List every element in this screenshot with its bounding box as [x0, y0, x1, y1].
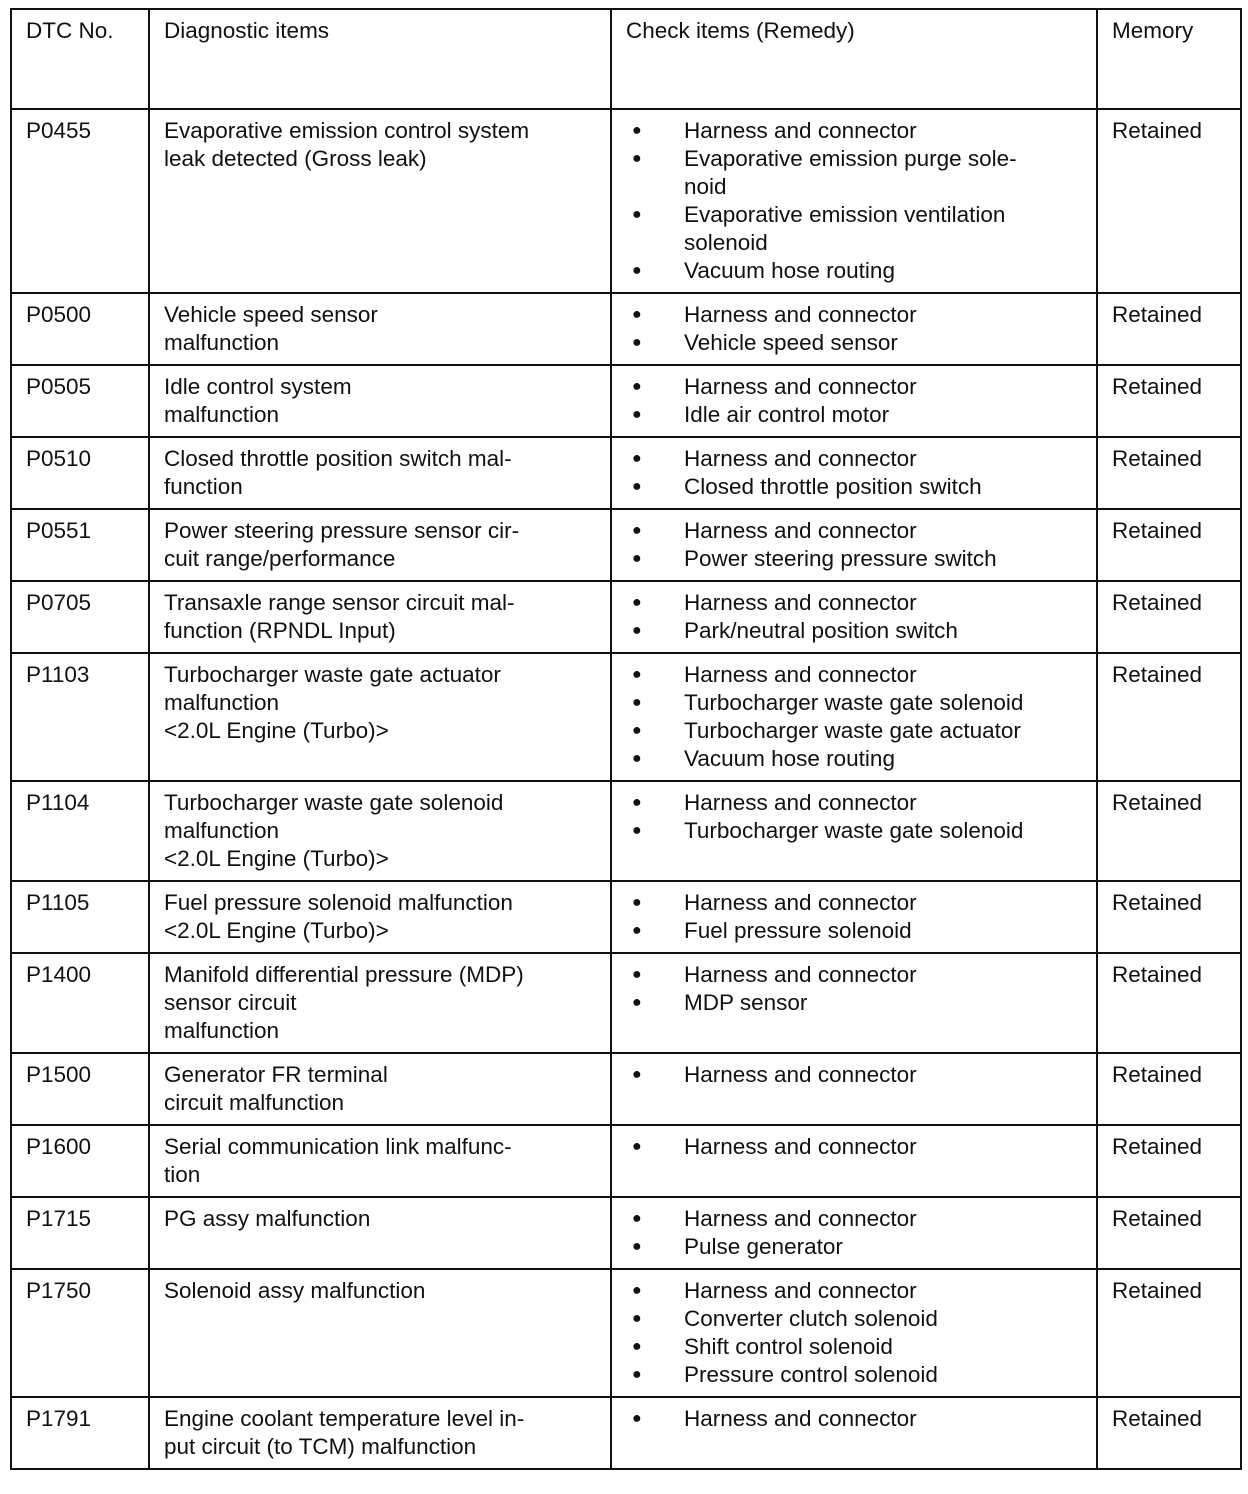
check-item-text: Harness and connector	[684, 890, 917, 915]
memory-status: Retained	[1097, 1269, 1241, 1397]
bullet-icon: ●	[632, 594, 642, 611]
memory-status: Retained	[1097, 365, 1241, 437]
dtc-code: P1104	[11, 781, 149, 881]
check-item-text: Shift control solenoid	[684, 1334, 893, 1359]
check-item-text: Harness and connector	[684, 1134, 917, 1159]
check-items-cell	[611, 1269, 1097, 1397]
check-items-cell	[611, 437, 1097, 509]
bullet-icon: ●	[632, 406, 642, 423]
check-item	[626, 117, 1084, 145]
bullet-icon: ●	[632, 722, 642, 739]
memory-status: Retained	[1097, 581, 1241, 653]
check-item	[626, 257, 1084, 285]
diagnostic-item: Manifold differential pressure (MDP) sensor circuit malfunction	[149, 953, 611, 1053]
bullet-icon: ●	[632, 1310, 642, 1327]
check-items-list	[626, 373, 1084, 429]
check-item-text: Vacuum hose routing	[684, 258, 895, 283]
diagnostic-item: PG assy malfunction	[149, 1197, 611, 1269]
table-row	[11, 581, 1241, 653]
dtc-code: P0705	[11, 581, 149, 653]
check-item	[626, 201, 1084, 257]
check-item-text: MDP sensor	[684, 990, 808, 1015]
dtc-code: P0510	[11, 437, 149, 509]
bullet-icon: ●	[632, 550, 642, 567]
check-item-text: Idle air control motor	[684, 402, 890, 427]
check-item	[626, 889, 1084, 917]
check-item	[626, 789, 1084, 817]
check-items-cell	[611, 653, 1097, 781]
check-item	[626, 301, 1084, 329]
check-item	[626, 745, 1084, 773]
bullet-icon: ●	[632, 522, 642, 539]
bullet-icon: ●	[632, 206, 642, 223]
dtc-code: P1500	[11, 1053, 149, 1125]
bullet-icon: ●	[632, 1210, 642, 1227]
check-item-text: Fuel pressure solenoid	[684, 918, 912, 943]
bullet-icon: ●	[632, 1282, 642, 1299]
bullet-icon: ●	[632, 750, 642, 767]
check-items-cell	[611, 365, 1097, 437]
dtc-code: P1600	[11, 1125, 149, 1197]
check-item	[626, 373, 1084, 401]
diagnostic-item: Power steering pressure sensor cir- cuit range/performance	[149, 509, 611, 581]
check-items-cell	[611, 293, 1097, 365]
bullet-icon: ●	[632, 894, 642, 911]
diagnostic-item: Generator FR terminal circuit malfunction	[149, 1053, 611, 1125]
memory-status: Retained	[1097, 653, 1241, 781]
check-item-text: Turbocharger waste gate solenoid	[684, 818, 1024, 843]
check-item-text: Harness and connector	[684, 1406, 917, 1431]
check-item	[626, 917, 1084, 945]
check-item	[626, 1333, 1084, 1361]
check-items-list	[626, 589, 1084, 645]
bullet-icon: ●	[632, 922, 642, 939]
dtc-code: P1400	[11, 953, 149, 1053]
bullet-icon: ●	[632, 334, 642, 351]
memory-status: Retained	[1097, 1053, 1241, 1125]
check-item-text: Turbocharger waste gate solenoid	[684, 690, 1024, 715]
bullet-icon: ●	[632, 1066, 642, 1083]
table-row	[11, 1053, 1241, 1125]
diagnostic-item: Serial communication link malfunc- tion	[149, 1125, 611, 1197]
check-item	[626, 689, 1084, 717]
check-items-cell	[611, 109, 1097, 293]
table-row	[11, 1125, 1241, 1197]
check-item-text: Harness and connector	[684, 662, 917, 687]
check-items-list	[626, 1133, 1084, 1161]
check-item	[626, 817, 1084, 845]
check-items-list	[626, 889, 1084, 945]
bullet-icon: ●	[632, 1338, 642, 1355]
check-items-list	[626, 961, 1084, 1017]
check-item-text: Harness and connector	[684, 590, 917, 615]
bullet-icon: ●	[632, 262, 642, 279]
check-items-cell	[611, 509, 1097, 581]
memory-status: Retained	[1097, 509, 1241, 581]
memory-status: Retained	[1097, 1397, 1241, 1469]
memory-status: Retained	[1097, 293, 1241, 365]
table-row	[11, 1197, 1241, 1269]
diagnostic-item: Transaxle range sensor circuit mal- function (RPNDL Input)	[149, 581, 611, 653]
check-item	[626, 473, 1084, 501]
check-item-text: Converter clutch solenoid	[684, 1306, 938, 1331]
check-items-list	[626, 301, 1084, 357]
table-row	[11, 1397, 1241, 1469]
check-items-list	[626, 1277, 1084, 1389]
check-items-cell	[611, 1197, 1097, 1269]
bullet-icon: ●	[632, 694, 642, 711]
check-items-list	[626, 789, 1084, 845]
memory-status: Retained	[1097, 781, 1241, 881]
check-item-text: Vehicle speed sensor	[684, 330, 898, 355]
check-item	[626, 1205, 1084, 1233]
check-item-text: Evaporative emission purge sole- noid	[684, 146, 1017, 199]
check-item	[626, 661, 1084, 689]
check-item-text: Harness and connector	[684, 790, 917, 815]
check-item-text: Closed throttle position switch	[684, 474, 982, 499]
diagnostic-item: Idle control system malfunction	[149, 365, 611, 437]
check-item-text: Turbocharger waste gate actuator	[684, 718, 1021, 743]
header-row	[11, 9, 1241, 109]
diagnostic-item: Engine coolant temperature level in- put circuit (to TCM) malfunction	[149, 1397, 611, 1469]
bullet-icon: ●	[632, 1238, 642, 1255]
dtc-code: P0455	[11, 109, 149, 293]
bullet-icon: ●	[632, 450, 642, 467]
check-item	[626, 717, 1084, 745]
check-items-cell	[611, 881, 1097, 953]
check-item	[626, 145, 1084, 201]
bullet-icon: ●	[632, 622, 642, 639]
bullet-icon: ●	[632, 794, 642, 811]
bullet-icon: ●	[632, 666, 642, 683]
table-row	[11, 1269, 1241, 1397]
table-row	[11, 293, 1241, 365]
check-item-text: Harness and connector	[684, 518, 917, 543]
check-item	[626, 329, 1084, 357]
dtc-table	[10, 8, 1242, 1470]
diagnostic-item: Closed throttle position switch mal- function	[149, 437, 611, 509]
check-item	[626, 1133, 1084, 1161]
diagnostic-item: Fuel pressure solenoid malfunction <2.0L Engine (Turbo)>	[149, 881, 611, 953]
check-item-text: Park/neutral position switch	[684, 618, 958, 643]
bullet-icon: ●	[632, 306, 642, 323]
memory-status: Retained	[1097, 881, 1241, 953]
header-dtc-no: DTC No.	[11, 9, 149, 109]
header-diagnostic-items: Diagnostic items	[149, 9, 611, 109]
check-item-text: Pressure control solenoid	[684, 1362, 938, 1387]
memory-status: Retained	[1097, 109, 1241, 293]
check-item	[626, 589, 1084, 617]
dtc-code: P1791	[11, 1397, 149, 1469]
bullet-icon: ●	[632, 966, 642, 983]
check-item-text: Harness and connector	[684, 1278, 917, 1303]
check-items-list	[626, 661, 1084, 773]
table-row	[11, 109, 1241, 293]
memory-status: Retained	[1097, 953, 1241, 1053]
check-item	[626, 961, 1084, 989]
check-item-text: Harness and connector	[684, 446, 917, 471]
bullet-icon: ●	[632, 994, 642, 1011]
dtc-code: P1105	[11, 881, 149, 953]
check-item	[626, 989, 1084, 1017]
dtc-code: P0505	[11, 365, 149, 437]
check-items-cell	[611, 953, 1097, 1053]
bullet-icon: ●	[632, 150, 642, 167]
check-item	[626, 445, 1084, 473]
check-item-text: Vacuum hose routing	[684, 746, 895, 771]
check-item-text: Harness and connector	[684, 302, 917, 327]
check-items-list	[626, 117, 1084, 285]
check-item	[626, 517, 1084, 545]
bullet-icon: ●	[632, 378, 642, 395]
check-item	[626, 1361, 1084, 1389]
check-item	[626, 1277, 1084, 1305]
check-items-list	[626, 517, 1084, 573]
check-items-cell	[611, 1397, 1097, 1469]
diagnostic-item: Turbocharger waste gate actuator malfunction <2.0L Engine (Turbo)>	[149, 653, 611, 781]
header-check-items: Check items (Remedy)	[611, 9, 1097, 109]
bullet-icon: ●	[632, 478, 642, 495]
diagnostic-item: Solenoid assy malfunction	[149, 1269, 611, 1397]
memory-status: Retained	[1097, 437, 1241, 509]
check-item-text: Harness and connector	[684, 962, 917, 987]
check-items-cell	[611, 581, 1097, 653]
table-row	[11, 781, 1241, 881]
check-item-text: Harness and connector	[684, 1062, 917, 1087]
dtc-code: P1715	[11, 1197, 149, 1269]
table-body	[11, 109, 1241, 1469]
bullet-icon: ●	[632, 822, 642, 839]
check-item	[626, 545, 1084, 573]
check-items-cell	[611, 781, 1097, 881]
header-memory: Memory	[1097, 9, 1241, 109]
check-item-text: Harness and connector	[684, 374, 917, 399]
dtc-code: P0551	[11, 509, 149, 581]
check-item	[626, 1405, 1084, 1433]
check-items-list	[626, 445, 1084, 501]
check-item-text: Power steering pressure switch	[684, 546, 997, 571]
diagnostic-item: Evaporative emission control system leak detected (Gross leak)	[149, 109, 611, 293]
diagnostic-item: Vehicle speed sensor malfunction	[149, 293, 611, 365]
check-items-list	[626, 1061, 1084, 1089]
bullet-icon: ●	[632, 1138, 642, 1155]
memory-status: Retained	[1097, 1197, 1241, 1269]
check-items-cell	[611, 1053, 1097, 1125]
bullet-icon: ●	[632, 122, 642, 139]
check-item-text: Harness and connector	[684, 1206, 917, 1231]
dtc-code: P1750	[11, 1269, 149, 1397]
check-item-text: Harness and connector	[684, 118, 917, 143]
bullet-icon: ●	[632, 1366, 642, 1383]
diagnostic-item: Turbocharger waste gate solenoid malfunction <2.0L Engine (Turbo)>	[149, 781, 611, 881]
dtc-code: P0500	[11, 293, 149, 365]
check-item	[626, 1233, 1084, 1261]
table-row	[11, 881, 1241, 953]
bullet-icon: ●	[632, 1410, 642, 1427]
check-item	[626, 1061, 1084, 1089]
table-row	[11, 509, 1241, 581]
check-item-text: Pulse generator	[684, 1234, 843, 1259]
check-item-text: Evaporative emission ventilation solenoid	[684, 202, 1006, 255]
check-items-list	[626, 1205, 1084, 1261]
table-row	[11, 953, 1241, 1053]
table-row	[11, 653, 1241, 781]
check-item	[626, 401, 1084, 429]
check-item	[626, 1305, 1084, 1333]
memory-status: Retained	[1097, 1125, 1241, 1197]
table-row	[11, 437, 1241, 509]
check-item	[626, 617, 1084, 645]
dtc-code: P1103	[11, 653, 149, 781]
table-row	[11, 365, 1241, 437]
check-items-list	[626, 1405, 1084, 1433]
check-items-cell	[611, 1125, 1097, 1197]
